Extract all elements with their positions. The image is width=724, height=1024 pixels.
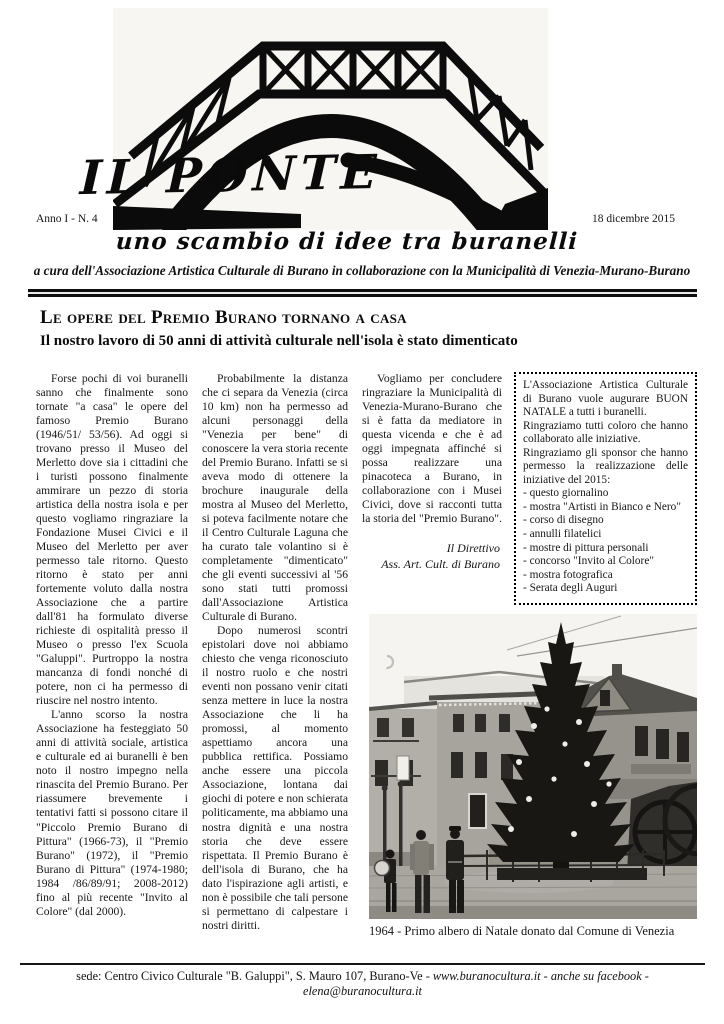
paragraph: L'anno scorso la nostra Associazione ha festeggiato 50 anni di attività sociale, artistica e culturale ed ai buranelli è ben noto il nostro impegno nella rinascita del Premio Burano. Per riassumere brevemente i tentativi fatti si possono citare il "Piccolo Premio Burano di Pittura" (1966-73), il "Premio Burano" (1972), il "Premio Burano di Pittura" (1974-1980; 1984 /86/89/91; 2008-2012) fino al più recente "Invito al Colore" (dal 2000). bbox=[36, 708, 188, 918]
headline-block bbox=[40, 308, 700, 350]
sponsor-initiative-item: - concorso "Invito al Colore" bbox=[523, 555, 654, 568]
sponsor-initiative-item: - corso di disegno bbox=[523, 514, 604, 527]
issue-number: Anno I - N. 4 bbox=[36, 213, 98, 225]
footer-address: sede: Centro Civico Culturale "B. Galuppi", S. Mauro 107, Burano-Ve - bbox=[76, 969, 433, 983]
greetings-box bbox=[514, 372, 697, 605]
issue-date: 18 dicembre 2015 bbox=[591, 213, 675, 225]
greetings-paragraph: Ringraziamo tutti coloro che hanno collaborato alle iniziative. bbox=[523, 419, 688, 446]
article-signature bbox=[362, 540, 502, 572]
sponsor-initiative-item: - Serata degli Auguri bbox=[523, 582, 618, 595]
sponsor-initiative-item: - mostra "Artisti in Bianco e Nero" bbox=[523, 500, 681, 513]
signature-role: Il Direttivo bbox=[446, 541, 500, 556]
masthead-divider bbox=[28, 289, 697, 297]
masthead-byline: a cura dell'Associazione Artistica Culturale di Burano in collaborazione con la Municipalità di Venezia-Murano-Burano bbox=[33, 263, 691, 278]
chimney bbox=[612, 664, 622, 680]
article-headline: Le opere del Premio Burano tornano a casa bbox=[40, 307, 407, 328]
greetings-paragraph: L'Associazione Artistica Culturale di Burano vuole augurare BUON NATALE a tutti i buranelli. bbox=[523, 379, 688, 419]
masthead-subtitle: uno scambio di idee tra buranelli bbox=[115, 228, 579, 255]
right-top-row bbox=[362, 372, 697, 605]
signature-org: Ass. Art. Cult. di Burano bbox=[381, 557, 500, 572]
sponsor-initiative-item: - mostra fotografica bbox=[523, 568, 613, 581]
greetings-paragraph: Ringraziamo gli sponsor che hanno permesso la realizzazione delle iniziative del 2015: bbox=[523, 446, 688, 486]
article-body bbox=[36, 372, 697, 939]
photo-christmas-tree-1964 bbox=[369, 614, 697, 919]
photo-illustration bbox=[369, 614, 697, 919]
page-footer bbox=[20, 963, 705, 999]
wall-sign bbox=[397, 756, 409, 780]
right-column bbox=[362, 372, 697, 939]
paragraph: Dopo numerosi scontri epistolari dove noi abbiamo chiesto che venga riconosciuto il nostro ruolo e che nostri eventi non possano venir citati senza mettere in luce la nostra Associazione che li ha promossi, al momento aspettiamo ancora una pubblica rettifica. Possiamo anche essere una piccola Associazione, lontana dai giochi di potere e non schierata politicamente, ma abbiamo una nostra dignità e una nostra storia che deve essere rispettata. Il Premio Burano è dell'isola di Burano, che ha dato l'ispirazione agli artisti, e non è possibile che tali persone si permettano di calpestare i nostri diritti. bbox=[202, 624, 348, 932]
paragraph: Probabilmente la distanza che ci separa da Venezia (circa 10 km) non ha permesso ad alcuni personaggi della "Venezia per bene" di conoscere la vera storia recente del Premio Burano. Infatti se si aveva modo di ottenere la brochure inaugurale della mostra al Museo del Merletto, si poteva facilmente notare che il Centro Culturale Laguna che ha curato tale volantino si è completamente "dimenticato" che gli eventi successivi al '56 sono stati tutti promossi dall'Associazione Artistica Culturale di Burano. bbox=[202, 372, 348, 624]
article-column-1 bbox=[36, 372, 188, 939]
photo-caption: 1964 - Primo albero di Natale donato dal Comune di Venezia bbox=[369, 923, 675, 938]
sponsor-initiative-item: - annulli filatelici bbox=[523, 528, 602, 541]
sponsor-initiative-item: - questo giornalino bbox=[523, 487, 609, 500]
paragraph: Vogliamo per concludere ringraziare la Municipalità di Venezia-Murano-Burano che si è fatta da mediatore in questa vicenda e che è ad oggi impegnata affinché si possa realizzare una pinacoteca a Burano, in collaborazione con i Musei Civici, dove si racconti tutta la storia del "Premio Burano". bbox=[362, 372, 502, 526]
paragraph: Forse pochi di voi buranelli sanno che finalmente sono tornate "a casa" le opere del famoso Premio Burano (1946/51/ 53/56). Ad oggi si trovano presso il Museo del Merletto dove sia i cittadini che i turisti possono finalmente ammirare un pezzo di storia artistica della nostra isola e per questo vogliamo ringraziare la Fondazione Musei Civici e il Museo del Merletto per aver permesso tale ritorno. Questo ritorno è stato per anni fortemente voluto dalla nostra Associazione che a partire dall'81 ha formulato diverse richieste di ospitalità presso il Museo o presso l'ex Scuola "Galuppi". Purtroppo la nostra mancanza di fondi nonché di potere, non ci ha permesso di riuscire nel nostro intento. bbox=[36, 372, 188, 708]
sponsor-initiative-item: - mostre di pittura personali bbox=[523, 541, 649, 554]
masthead-title: IL PONTE bbox=[79, 144, 383, 207]
article-column-2 bbox=[202, 372, 348, 939]
masthead bbox=[0, 0, 724, 300]
footer-links: www.buranocultura.it - anche su facebook - elena@buranocultura.it bbox=[303, 969, 649, 998]
article-subheadline: Il nostro lavoro di 50 anni di attività culturale nell'isola è stato dimenticato bbox=[40, 332, 518, 349]
article-column-3 bbox=[362, 372, 502, 573]
